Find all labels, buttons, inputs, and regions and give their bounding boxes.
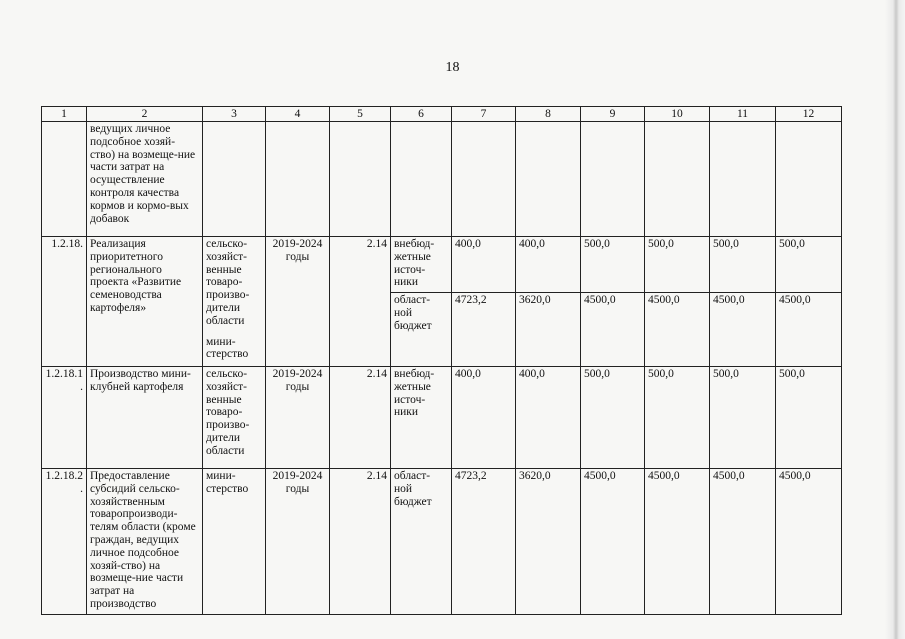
funding-value: 500,0 (710, 237, 776, 293)
funding-value: 4500,0 (710, 469, 776, 615)
column-number: 12 (776, 107, 842, 122)
target-indicator: 2.14 (330, 237, 391, 367)
funding-value: 400,0 (452, 367, 516, 469)
column-number: 5 (330, 107, 391, 122)
executor-ministry: мини-стерство (206, 335, 249, 361)
funding-value: 4723,2 (452, 293, 516, 367)
funding-value: 4500,0 (710, 293, 776, 367)
funding-value: 4500,0 (645, 469, 710, 615)
scan-page-edge (885, 0, 905, 639)
funding-value: 3620,0 (516, 293, 581, 367)
program-measures-table (41, 106, 842, 615)
table-row-continuation (42, 122, 842, 237)
funding-value: 4500,0 (581, 469, 645, 615)
measure-name: Реализация приоритетного регионального проекта «Развитие семеноводства картофеля» (87, 237, 203, 367)
table-row-1-2-18-2 (42, 469, 842, 615)
measure-name: ведущих личное подсобное хозяй-ство) на возмеще-ние части затрат на осуществление контроля качества кормов и кормо-вых добавок (87, 122, 203, 237)
measure-period: 2019-2024 годы (266, 237, 330, 367)
target-indicator: 2.14 (330, 367, 391, 469)
column-number: 8 (516, 107, 581, 122)
column-number: 6 (391, 107, 452, 122)
funding-source: област-ной бюджет (391, 469, 452, 615)
measure-name: Производство мини-клубней картофеля (87, 367, 203, 469)
column-number: 9 (581, 107, 645, 122)
column-number: 1 (42, 107, 87, 122)
funding-value: 400,0 (516, 367, 581, 469)
measure-id: 1.2.18.1. (42, 367, 87, 469)
column-number: 7 (452, 107, 516, 122)
measure-name: Предоставление субсидий сельско-хозяйственным товаропроизводи-телям области (кроме граждан, ведущих личное подсобное хозяй-ство) на возмеще-ние части затрат на производство (87, 469, 203, 615)
column-number: 11 (710, 107, 776, 122)
measure-id: 1.2.18. (42, 237, 87, 367)
funding-value: 500,0 (776, 367, 842, 469)
page-number: 18 (445, 60, 460, 75)
funding-value: 500,0 (581, 237, 645, 293)
table-row-1-2-18 (42, 237, 842, 293)
column-number: 2 (87, 107, 203, 122)
column-number: 10 (645, 107, 710, 122)
funding-value: 4500,0 (581, 293, 645, 367)
column-number: 3 (203, 107, 266, 122)
measure-executor: сельско-хозяйст-венные товаро-произво-дители области (203, 367, 266, 469)
measure-executor: мини-стерство (203, 469, 266, 615)
funding-value: 3620,0 (516, 469, 581, 615)
funding-value: 4723,2 (452, 469, 516, 615)
column-number: 4 (266, 107, 330, 122)
funding-value: 400,0 (452, 237, 516, 293)
funding-source: внебюд-жетные источ-ники (391, 367, 452, 469)
funding-value: 4500,0 (776, 293, 842, 367)
funding-source: област-ной бюджет (391, 293, 452, 367)
funding-value: 500,0 (581, 367, 645, 469)
funding-source: внебюд-жетные источ-ники (391, 237, 452, 293)
executor-producers: сельско-хозяйст-венные товаро-произво-дители области (206, 238, 250, 327)
funding-value: 500,0 (645, 367, 710, 469)
table-row-1-2-18-1 (42, 367, 842, 469)
measure-executor (203, 237, 266, 367)
funding-value: 500,0 (776, 237, 842, 293)
measure-id: 1.2.18.2. (42, 469, 87, 615)
funding-value: 500,0 (710, 367, 776, 469)
funding-value: 4500,0 (645, 293, 710, 367)
measure-period: 2019-2024 годы (266, 469, 330, 615)
target-indicator: 2.14 (330, 469, 391, 615)
column-number-row (42, 107, 842, 122)
measure-period: 2019-2024 годы (266, 367, 330, 469)
funding-value: 500,0 (645, 237, 710, 293)
funding-value: 4500,0 (776, 469, 842, 615)
funding-value: 400,0 (516, 237, 581, 293)
